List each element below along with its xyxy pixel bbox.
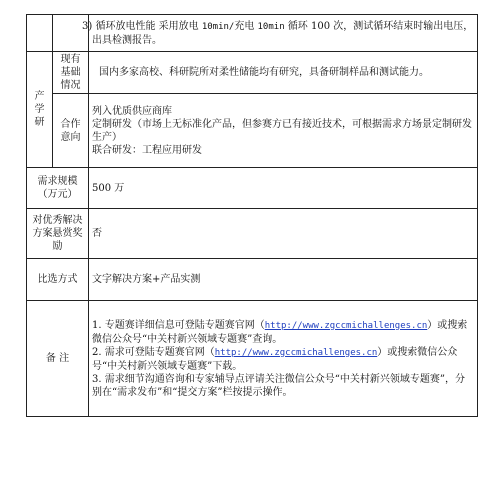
cooperation-option: 列入优质供应商库: [92, 105, 172, 117]
notes-row: [27, 301, 478, 417]
cooperation-option: 联合研发：工程应用研发: [92, 144, 202, 156]
empty-cell: [27, 15, 53, 52]
note-item-1: 1. 专题赛详细信息可登陆专题赛官网（http://www.zgccmichallenges.cn）或搜索微信公众号“中关村新兴领域专题赛”查询。: [92, 319, 468, 345]
foundation-label: 现有基础情况: [53, 52, 89, 94]
cooperation-group-label: 产学研: [27, 52, 53, 168]
website-link[interactable]: http://www.zgccmichallenges.cn: [264, 320, 428, 331]
cycle-test-text: 3) 循环放电性能 采用放电 10min/充电 10min 循环 100 次，测试循环结束时输出电压，出具检测报告。: [89, 15, 478, 52]
reward-value: 否: [89, 209, 478, 259]
cooperation-label: 合作意向: [53, 94, 89, 168]
budget-label: 需求规模（万元）: [27, 168, 89, 209]
notes-value: [89, 301, 478, 417]
budget-value: 500 万: [89, 168, 478, 209]
budget-row: [27, 168, 478, 209]
cooperation-row: [27, 94, 478, 168]
note-item-3: 3. 需求细节沟通咨询和专家辅导点评请关注微信公众号“中关村新兴领域专题赛”，分别在“需求发布”和“提交方案”栏按提示操作。: [92, 373, 465, 398]
selection-label: 比选方式: [27, 259, 89, 301]
reward-row: [27, 209, 478, 259]
cooperation-value: [89, 94, 478, 168]
selection-row: [27, 259, 478, 301]
cycle-test-row: [27, 15, 478, 52]
cooperation-option: 定制研发（市场上无标准化产品，但参赛方已有接近技术，可根据需求方场景定制研发生产）: [92, 118, 472, 143]
requirement-form-table: [26, 14, 478, 417]
foundation-row: [27, 52, 478, 94]
notes-label: 备 注: [27, 301, 89, 417]
reward-label: 对优秀解决方案悬赏奖励: [27, 209, 89, 259]
note-item-2: 2. 需求可登陆专题赛官网（http://www.zgccmichallenges.cn）或搜索微信公众号“中关村新兴领域专题赛”下载。: [92, 346, 458, 372]
selection-value: 文字解决方案+产品实测: [89, 259, 478, 301]
foundation-value: 国内多家高校、科研院所对柔性储能均有研究，具备研制样品和测试能力。: [89, 52, 478, 94]
website-link[interactable]: http://www.zgccmichallenges.cn: [214, 347, 378, 358]
